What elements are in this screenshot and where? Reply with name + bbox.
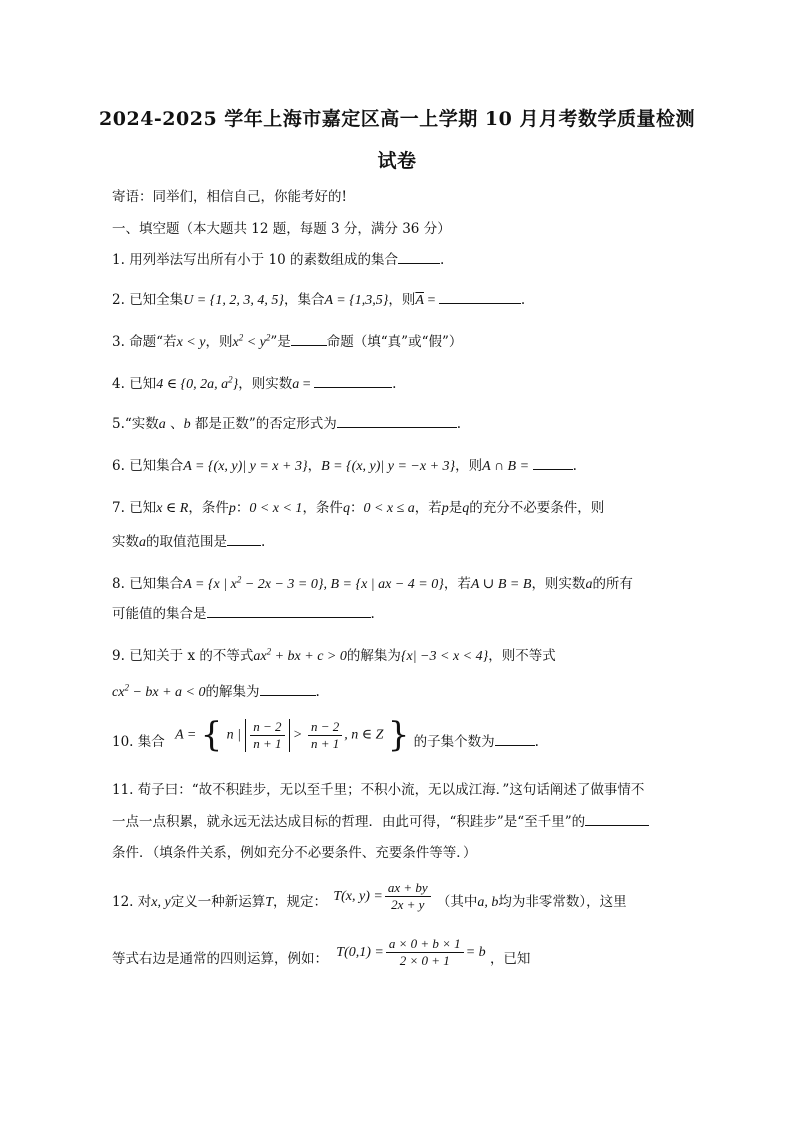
question-9: 9. 已知关于 x 的不等式$ax^2$ + bx + c > 0的解集为{x| −3 < x < 4}，则不等式 [112, 646, 556, 664]
answer-blank-2[interactable] [439, 291, 521, 304]
question-11: 11. 荀子曰：“故不积跬步，无以至千里；不积小流，无以成江海．”这句话阐述了做事情不 [112, 782, 645, 798]
answer-blank-9[interactable] [260, 683, 316, 696]
answer-blank-11[interactable] [585, 813, 649, 826]
question-11-line2: 一点一点积累，就永远无法达成目标的哲理．由此可得，“积跬步”是“至千里”的 [112, 810, 649, 830]
answer-blank-6[interactable] [533, 457, 573, 470]
question-12-line2: 等式右边是通常的四则运算，例如： T(0,1) = $\frac{a \times 0 + b \times 1}{2 \times 0 + 1}$ = b ，已知 [112, 936, 531, 968]
message: 寄语：同举们，相信自己，你能考好的! [112, 189, 347, 205]
answer-blank-7[interactable] [227, 533, 261, 546]
answer-blank-10[interactable] [495, 733, 535, 746]
answer-blank-3[interactable] [291, 333, 327, 346]
question-9-line2: $cx^2$ − bx + a < 0的解集为 . [112, 682, 320, 700]
exam-title-line2: 试卷 [377, 150, 417, 172]
answer-blank-1[interactable] [398, 251, 440, 264]
question-7: 7. 已知x ∈ R，条件p：0 < x < 1，条件q：0 < x ≤ a，若p是q的充分不必要条件，则 [112, 500, 605, 516]
question-11-line3: 条件．（填条件关系，例如充分不必要条件、充要条件等等．） [112, 845, 477, 861]
question-4: 4. 已知4 ∈ {0, 2a, $a^2$}，则实数a = . [112, 374, 397, 392]
question-8-line2: 可能值的集合是 . [112, 606, 375, 622]
exam-title-line1: 2024-2025 学年上海市嘉定区高一上学期 10 月月考数学质量检测 [99, 108, 695, 130]
question-1: 1. 用列举法写出所有小于 10 的素数组成的集合 . [112, 252, 445, 268]
section-heading: 一、填空题（本大题共 12 题，每题 3 分，满分 36 分） [112, 221, 451, 237]
question-7-line2: 实数a的取值范围是 . [112, 534, 266, 550]
answer-blank-5[interactable] [337, 415, 457, 428]
question-6: 6. 已知集合A = {(x, y)| y = x + 3}，B = {(x, y)| y = −x + 3}，则A ∩ B = . [112, 458, 577, 474]
answer-blank-8[interactable] [207, 605, 371, 618]
question-12: 12. 对x, y定义一种新运算T，规定： T(x, y) = $\frac{ax + by}{2x + y}$ （其中a, b均为非零常数），这里 [112, 880, 627, 912]
question-3: 3. 命题“若x < y，则$x^2 < y^2$”是 命题（填“真”或“假”） [112, 332, 463, 350]
question-8: 8. 已知集合A = {x | $x^2 - 2x - 3 = 0$}, B = {x | ax − 4 = 0}，若A ∪ B = B，则实数a的所有 [112, 574, 633, 592]
question-10: 10. 集合 A = { n | $\frac{n - 2}{n + 1}$ > $\frac{n - 2}{n + 1}$ , n ∈ Z } 的子集个数为 . [112, 715, 539, 755]
question-2: 2. 已知全集U = {1, 2, 3, 4, 5}，集合A = {1,3,5}，则$\overline{A}$ = . [112, 292, 526, 308]
question-5: 5.“实数a 、b 都是正数”的否定形式为 . [112, 416, 462, 432]
answer-blank-4[interactable] [314, 375, 392, 388]
